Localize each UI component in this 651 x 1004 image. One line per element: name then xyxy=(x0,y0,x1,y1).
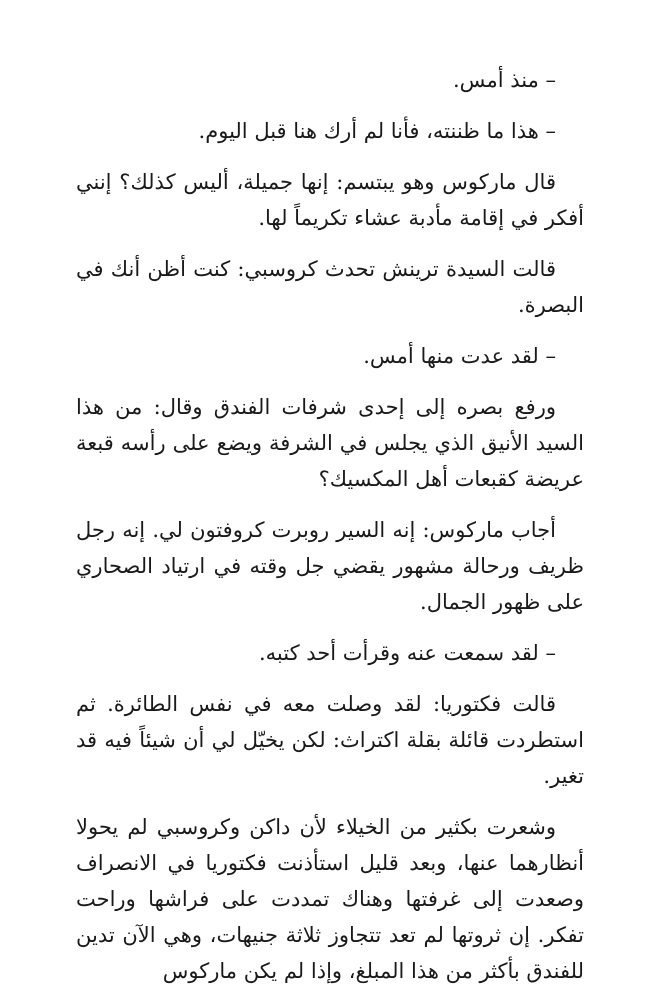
paragraph: – هذا ما ظننته، فأنا لم أرك هنا قبل اليوم. xyxy=(198,119,556,143)
paragraph: أجاب ماركوس: إنه السير روبرت كروفتون لي. إنه رجل ظريف ورحالة مشهور يقضي جل وقته في ارتياد الصحاري على ظهور الجمال. xyxy=(76,518,584,614)
paragraph: – لقد عدت منها أمس. xyxy=(363,344,556,368)
paragraph: – منذ أمس. xyxy=(453,68,556,92)
paragraph: ورفع بصره إلى إحدى شرفات الفندق وقال: من هذا السيد الأنيق الذي يجلس في الشرفة ويضع على رأسه قبعة عريضة كقبعات أهل المكسيك؟ xyxy=(76,395,584,491)
paragraph: قال ماركوس وهو يبتسم: إنها جميلة، أليس كذلك؟ إنني أفكر في إقامة مأدبة عشاء تكريماً لها. xyxy=(76,170,584,230)
document-page xyxy=(76,62,584,1004)
paragraph: وشعرت بكثير من الخيلاء لأن داكن وكروسبي لم يحولا أنظارهما عنها، وبعد قليل استأذنت فكتوريا في الانصراف وصعدت إلى غرفتها وهناك تمددت على فراشها وراحت تفكر. إن ثروتها لم تعد تتجاوز ثلاثة جنيهات، وهي الآن تدين للفندق بأكثر من هذا المبلغ، وإذا لم يكن ماركوس xyxy=(76,815,584,983)
paragraph: – لقد سمعت عنه وقرأت أحد كتبه. xyxy=(258,641,556,665)
paragraph: قالت السيدة ترينش تحدث كروسبي: كنت أظن أنك في البصرة. xyxy=(76,257,584,317)
paragraph: قالت فكتوريا: لقد وصلت معه في نفس الطائرة. ثم استطردت قائلة بقلة اكتراث: لكن يخيّل لي أن شيئاً فيه قد تغير. xyxy=(76,692,584,788)
